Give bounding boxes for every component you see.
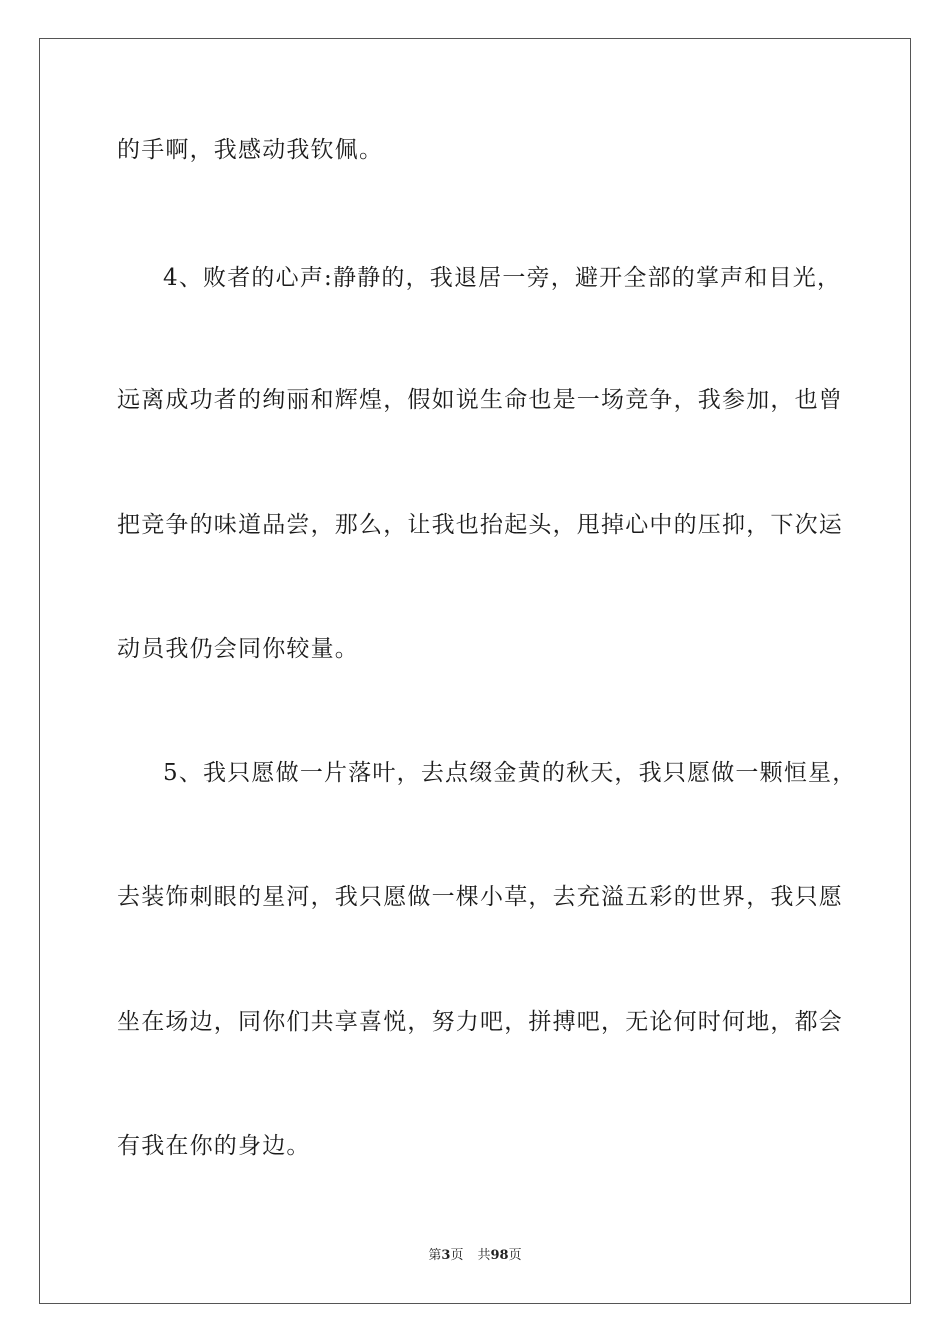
footer-page-suffix: 页 bbox=[450, 1248, 464, 1263]
text-line-6: 5、我只愿做一片落叶，去点缀金黄的秋天，我只愿做一颗恒星， bbox=[163, 760, 857, 786]
text-line-1: 的手啊，我感动我钦佩。 bbox=[117, 137, 384, 163]
footer-total-prefix: 共 bbox=[477, 1248, 491, 1263]
text-line-2: 4、败者的心声:静静的，我退居一旁，避开全部的掌声和目光， bbox=[163, 265, 842, 291]
page-border bbox=[39, 38, 911, 1304]
text-line-4: 把竞争的味道品尝，那么，让我也抬起头，甩掉心中的压抑，下次运 bbox=[117, 512, 843, 538]
footer-page-prefix: 第 bbox=[428, 1248, 442, 1263]
text-line-9: 有我在你的身边。 bbox=[117, 1133, 311, 1159]
text-line-3: 远离成功者的绚丽和辉煌，假如说生命也是一场竞争，我参加，也曾 bbox=[117, 387, 843, 413]
footer-page-number: 3 bbox=[441, 1248, 451, 1263]
footer-total-suffix: 页 bbox=[508, 1248, 522, 1263]
page-footer bbox=[0, 1247, 950, 1265]
text-line-8: 坐在场边，同你们共享喜悦，努力吧，拼搏吧，无论何时何地，都会 bbox=[117, 1009, 843, 1035]
text-line-5: 动员我仍会同你较量。 bbox=[117, 636, 359, 662]
text-line-7: 去装饰刺眼的星河，我只愿做一棵小草，去充溢五彩的世界，我只愿 bbox=[117, 884, 843, 910]
footer-total-pages: 98 bbox=[490, 1248, 509, 1263]
